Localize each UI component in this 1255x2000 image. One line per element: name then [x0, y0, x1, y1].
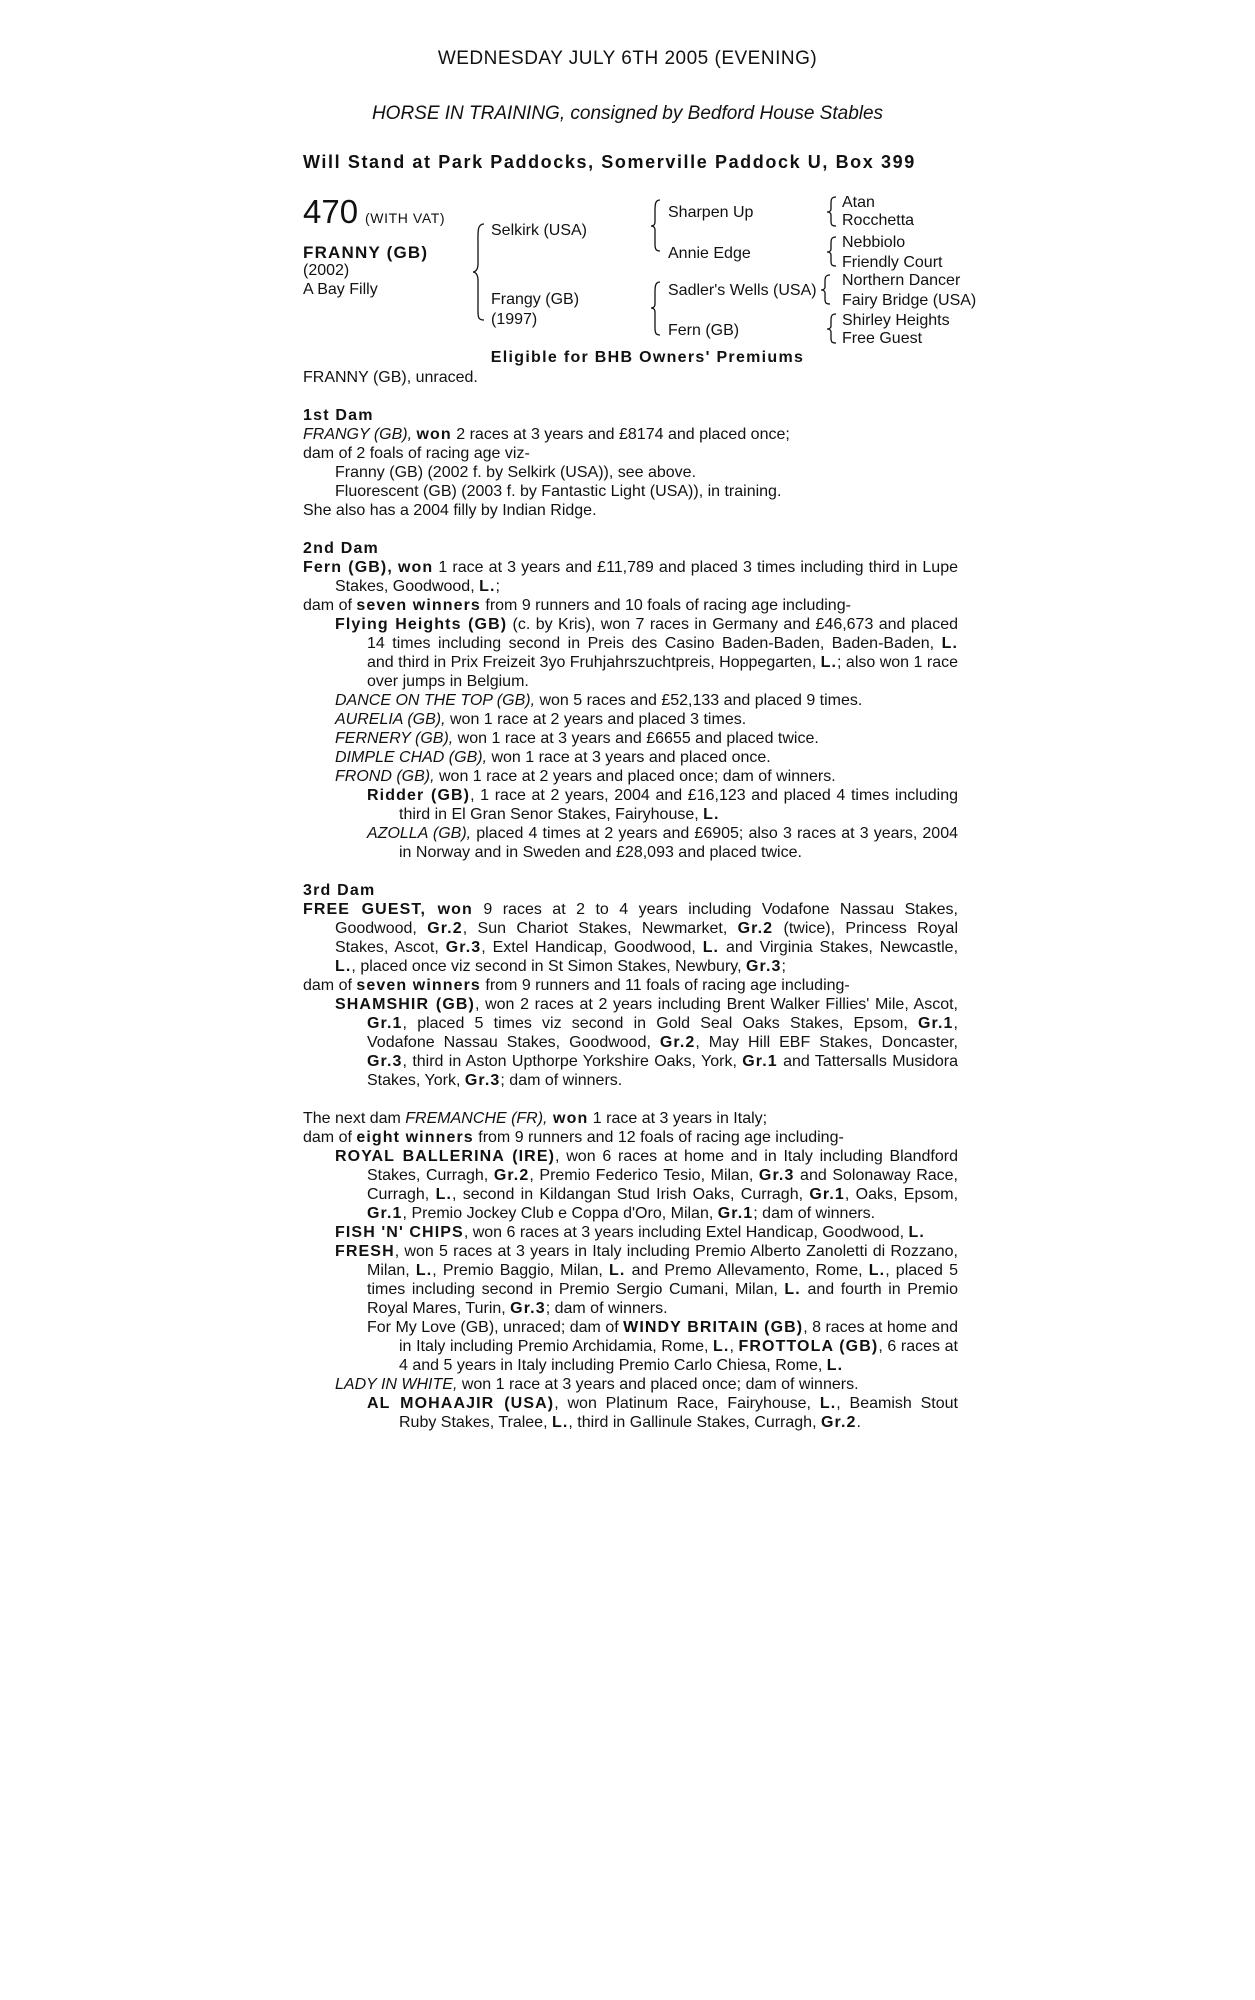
- section-heading: 3rd Dam: [303, 882, 376, 899]
- first-dam-note: She also has a 2004 filly by Indian Ridge.: [303, 502, 597, 519]
- pedigree-ggp: Free Guest: [842, 330, 923, 347]
- horse-year: (2002): [303, 262, 350, 279]
- produce-entry: AURELIA (GB), won 1 race at 2 years and placed 3 times.: [335, 711, 747, 728]
- pedigree-ggp: Northern Dancer: [842, 272, 961, 289]
- intro-line: FRANNY (GB), unraced.: [303, 369, 478, 386]
- vat-note: (WITH VAT): [365, 210, 446, 226]
- pedigree-bracket-ggp-1: [826, 195, 838, 231]
- next-dam-record: The next dam FREMANCHE (FR), won 1 race at 3 years in Italy;: [303, 1110, 768, 1127]
- foal-entry: Franny (GB) (2002 f. by Selkirk (USA)), see above.: [335, 464, 697, 481]
- third-dam-record: FREE GUEST, won 9 races at 2 to 4 years including Vodafone Nassau Stakes, Goodwood, Gr.2, Sun Chariot Stakes, Newmarket, Gr.2 (twice), Princess Royal Stakes, Ascot, Gr.3, Extel Handicap, Goodwood, L. and Virginia Stakes, Newcastle, L., placed once viz second in St Simon Stakes, Newbury, Gr.3;: [303, 901, 959, 975]
- pedigree-ggp: Atan: [842, 194, 875, 211]
- produce-entry: DANCE ON THE TOP (GB), won 5 races and £52,133 and placed 9 times.: [335, 692, 863, 709]
- sale-date: WEDNESDAY JULY 6TH 2005 (EVENING): [437, 48, 818, 69]
- pedigree-dam: Frangy (GB): [491, 291, 580, 308]
- produce-entry: DIMPLE CHAD (GB), won 1 race at 3 years and placed once.: [335, 749, 771, 766]
- produce-entry: AZOLLA (GB), placed 4 times at 2 years and £6905; also 3 races at 3 years, 2004 in Norway and in Sweden and £28,093 and placed twice.: [367, 825, 958, 861]
- pedigree-bracket-main: [472, 222, 486, 322]
- pedigree-bracket-ggp-4: [826, 312, 838, 348]
- second-dam-produce-line: dam of seven winners from 9 runners and 10 foals of racing age including-: [303, 597, 851, 614]
- pedigree-ggp: Shirley Heights: [842, 312, 950, 329]
- first-dam-foals-line: dam of 2 foals of racing age viz-: [303, 445, 530, 462]
- foal-entry: Fluorescent (GB) (2003 f. by Fantastic Light (USA)), in training.: [335, 483, 782, 500]
- produce-entry: FRESH, won 5 races at 3 years in Italy including Premio Alberto Zanoletti di Rozzano, Milan, L., Premio Baggio, Milan, L. and Premo Allevamento, Rome, L., placed 5 times including second in Premio Sergio Cumani, Milan, L. and fourth in Premio Royal Mares, Turin, Gr.3; dam of winners.: [335, 1243, 958, 1317]
- horse-description: A Bay Filly: [303, 281, 378, 298]
- horse-name: FRANNY (GB): [303, 243, 429, 262]
- produce-entry: LADY IN WHITE, won 1 race at 3 years and placed once; dam of winners.: [335, 1376, 859, 1393]
- produce-entry: For My Love (GB), unraced; dam of WINDY BRITAIN (GB), 8 races at home and in Italy including Premio Archidamia, Rome, L., FROTTOLA (GB), 6 races at 4 and 5 years in Italy including Premio Carlo Chiesa, Rome, L.: [367, 1319, 958, 1374]
- pedigree-dam-dam: Fern (GB): [668, 322, 740, 339]
- consignment-line: HORSE IN TRAINING, consigned by Bedford House Stables: [371, 103, 884, 124]
- produce-entry: AL MOHAAJIR (USA), won Platinum Race, Fairyhouse, L., Beamish Stout Ruby Stakes, Tralee, L., third in Gallinule Stakes, Curragh, Gr.2.: [367, 1395, 958, 1431]
- second-dam-record: Fern (GB), won 1 race at 3 years and £11,789 and placed 3 times including third in Lupe Stakes, Goodwood, L.;: [303, 559, 959, 595]
- produce-entry: FROND (GB), won 1 race at 2 years and placed once; dam of winners.: [335, 768, 836, 785]
- pedigree-dam-year: (1997): [491, 311, 538, 328]
- produce-entry: FERNERY (GB), won 1 race at 3 years and £6655 and placed twice.: [335, 730, 819, 747]
- pedigree-ggp: Friendly Court: [842, 254, 943, 271]
- pedigree-ggp: Nebbiolo: [842, 234, 906, 251]
- pedigree-ggp: Fairy Bridge (USA): [842, 292, 977, 309]
- pedigree-bracket-ggp-2: [826, 235, 838, 271]
- pedigree-sire: Selkirk (USA): [491, 222, 588, 239]
- produce-entry: Flying Heights (GB) (c. by Kris), won 7 races in Germany and £46,673 and placed 14 times including second in Preis des Casino Baden-Baden, Baden-Baden, L. and third in Prix Freizeit 3yo Fruhjahrszuchtpreis, Hoppegarten, L.; also won 1 race over jumps in Belgium.: [335, 616, 959, 690]
- first-dam-record: FRANGY (GB), won 2 races at 3 years and £8174 and placed once;: [303, 426, 790, 443]
- next-dam-produce-line: dam of eight winners from 9 runners and 12 foals of racing age including-: [303, 1129, 844, 1146]
- section-heading: 2nd Dam: [303, 540, 379, 557]
- pedigree-sire-dam: Annie Edge: [668, 245, 751, 262]
- catalogue-body: [303, 368, 958, 1432]
- pedigree-sire-sire: Sharpen Up: [668, 204, 754, 221]
- produce-entry: SHAMSHIR (GB), won 2 races at 2 years including Brent Walker Fillies' Mile, Ascot, Gr.1, placed 5 times viz second in Gold Seal Oaks Stakes, Epsom, Gr.1, Vodafone Nassau Stakes, Goodwood, Gr.2, May Hill EBF Stakes, Doncaster, Gr.3, third in Aston Upthorpe Yorkshire Oaks, York, Gr.1 and Tattersalls Musidora Stakes, York, Gr.3; dam of winners.: [335, 996, 959, 1089]
- produce-entry: ROYAL BALLERINA (IRE), won 6 races at home and in Italy including Blandford Stakes, Curragh, Gr.2, Premio Federico Tesio, Milan, Gr.3 and Solonaway Race, Curragh, L., second in Kildangan Stud Irish Oaks, Curragh, Gr.1, Oaks, Epsom, Gr.1, Premio Jockey Club e Coppa d'Oro, Milan, Gr.1; dam of winners.: [335, 1148, 959, 1222]
- stand-location: Will Stand at Park Paddocks, Somerville Paddock U, Box 399: [303, 152, 916, 172]
- pedigree-bracket-dam: [650, 280, 662, 340]
- pedigree-bracket-ggp-3: [820, 273, 836, 309]
- pedigree-ggp: Rocchetta: [842, 212, 915, 229]
- third-dam-produce-line: dam of seven winners from 9 runners and 11 foals of racing age including-: [303, 977, 850, 994]
- pedigree-bracket-sire: [650, 198, 662, 256]
- section-heading: 1st Dam: [303, 407, 374, 424]
- pedigree-dam-sire: Sadler's Wells (USA): [668, 282, 817, 299]
- premiums-note: Eligible for BHB Owners' Premiums: [490, 349, 805, 366]
- produce-entry: FISH 'N' CHIPS, won 6 races at 3 years including Extel Handicap, Goodwood, L.: [335, 1224, 925, 1241]
- produce-entry: Ridder (GB), 1 race at 2 years, 2004 and £16,123 and placed 4 times including third in El Gran Senor Stakes, Fairyhouse, L.: [367, 787, 958, 823]
- lot-number: 470: [303, 193, 359, 230]
